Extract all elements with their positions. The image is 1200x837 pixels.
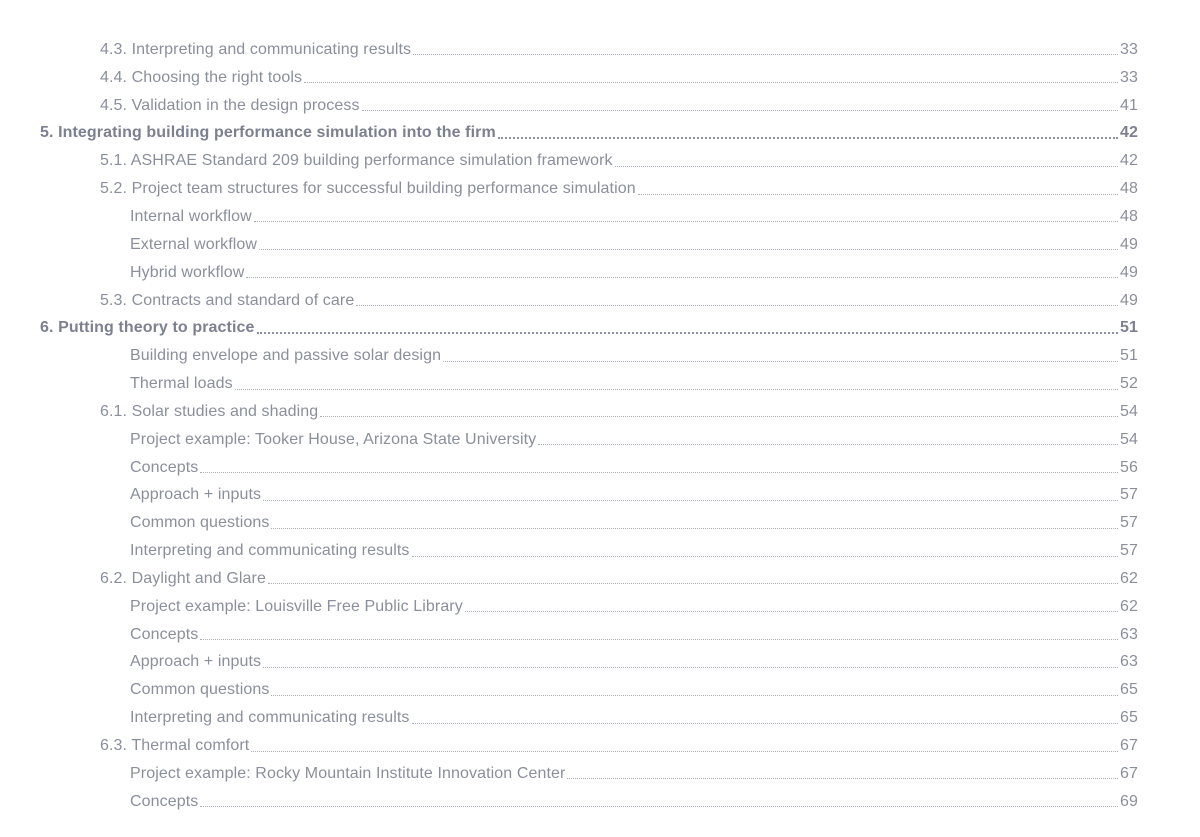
toc-entry[interactable] [0,370,1200,398]
dot-leader [538,444,1118,445]
toc-entry-page-number: 62 [1120,569,1138,587]
toc-entry-page-number: 51 [1120,319,1138,337]
toc-entry-title: Building envelope and passive solar design [130,347,442,365]
toc-entry[interactable] [0,203,1200,231]
toc-entry-page-number: 56 [1120,458,1138,476]
toc-entry[interactable] [0,482,1200,510]
toc-entry-page-number: 57 [1120,514,1138,532]
toc-entry[interactable] [0,788,1200,816]
dot-leader [412,723,1119,724]
toc-entry[interactable] [0,398,1200,426]
toc-entry-page-number: 65 [1120,709,1138,727]
toc-entry-page-number: 42 [1120,152,1138,170]
toc-entry-page-number: 33 [1120,68,1138,86]
toc-entry[interactable] [0,537,1200,565]
dot-leader [465,611,1118,612]
toc-entry-page-number: 49 [1120,263,1138,281]
dot-leader [615,166,1118,167]
toc-entry-page-number: 51 [1120,347,1138,365]
toc-entry-title: External workflow [130,235,258,253]
toc-entry-title: Thermal loads [130,375,233,393]
toc-entry-page-number: 69 [1120,792,1138,810]
toc-entry-page-number: 52 [1120,375,1138,393]
toc-entry[interactable] [0,509,1200,537]
dot-leader [263,500,1118,501]
dot-leader [412,556,1119,557]
dot-leader [320,416,1118,417]
toc-entry-title: Interpreting and communicating results [130,542,410,560]
toc-entry-title: Approach + inputs [130,653,262,671]
toc-entry[interactable] [0,732,1200,760]
dot-leader [200,472,1118,473]
table-of-contents [0,36,1200,816]
toc-entry[interactable] [0,64,1200,92]
toc-entry-title: Concepts [130,792,199,810]
toc-chapter-entry[interactable] [0,120,1200,148]
toc-entry[interactable] [0,287,1200,315]
toc-entry[interactable] [0,760,1200,788]
dot-leader [200,639,1118,640]
toc-entry-page-number: 41 [1120,96,1138,114]
dot-leader [257,332,1119,334]
toc-entry-title: Concepts [130,625,199,643]
toc-entry-title: Common questions [130,681,270,699]
dot-leader [443,361,1118,362]
toc-entry[interactable] [0,92,1200,120]
toc-entry-title: Project example: Rocky Mountain Institute Innovation Center [130,764,566,782]
toc-entry-title: 5.1. ASHRAE Standard 209 building performance simulation framework [100,152,613,170]
toc-entry-title: Interpreting and communicating results [130,709,410,727]
dot-leader [304,82,1118,83]
toc-entry-page-number: 49 [1120,291,1138,309]
toc-entry-page-number: 48 [1120,180,1138,198]
dot-leader [263,667,1118,668]
dot-leader [356,305,1118,306]
toc-entry-page-number: 57 [1120,542,1138,560]
dot-leader [567,778,1118,779]
toc-entry-title: Concepts [130,458,199,476]
toc-entry-title: 6.2. Daylight and Glare [100,569,266,587]
toc-entry[interactable] [0,231,1200,259]
toc-entry-title: 5.3. Contracts and standard of care [100,291,355,309]
dot-leader [413,54,1118,55]
toc-entry[interactable] [0,147,1200,175]
toc-entry[interactable] [0,454,1200,482]
toc-entry[interactable] [0,36,1200,64]
toc-entry[interactable] [0,342,1200,370]
toc-entry-title: 4.5. Validation in the design process [100,96,360,114]
toc-entry-title: 5.2. Project team structures for successful building performance simulation [100,180,636,198]
toc-entry-page-number: 48 [1120,207,1138,225]
toc-entry[interactable] [0,175,1200,203]
toc-entry-page-number: 57 [1120,486,1138,504]
toc-entry[interactable] [0,676,1200,704]
dot-leader [200,806,1118,807]
toc-entry-title: 4.4. Choosing the right tools [100,68,303,86]
dot-leader [271,695,1118,696]
toc-entry-title: Project example: Louisville Free Public Library [130,597,463,615]
toc-entry-page-number: 54 [1120,402,1138,420]
toc-entry[interactable] [0,426,1200,454]
toc-entry-page-number: 65 [1120,681,1138,699]
toc-entry-title: Hybrid workflow [130,263,245,281]
toc-entry-title: 6. Putting theory to practice [40,319,255,337]
toc-entry-title: Common questions [130,514,270,532]
toc-entry-page-number: 33 [1120,40,1138,58]
toc-entry-page-number: 67 [1120,737,1138,755]
dot-leader [498,137,1118,139]
toc-entry-page-number: 62 [1120,597,1138,615]
dot-leader [235,389,1118,390]
toc-entry-title: 5. Integrating building performance simulation into the firm [40,124,496,142]
toc-entry-title: 6.3. Thermal comfort [100,737,250,755]
dot-leader [251,751,1118,752]
toc-entry-page-number: 67 [1120,764,1138,782]
dot-leader [362,110,1118,111]
toc-entry[interactable] [0,704,1200,732]
toc-entry-page-number: 63 [1120,625,1138,643]
toc-chapter-entry[interactable] [0,314,1200,342]
dot-leader [268,583,1118,584]
toc-entry-page-number: 49 [1120,235,1138,253]
dot-leader [246,277,1118,278]
toc-entry[interactable] [0,565,1200,593]
toc-entry[interactable] [0,649,1200,677]
dot-leader [259,249,1118,250]
dot-leader [271,528,1118,529]
toc-entry-title: 4.3. Interpreting and communicating results [100,40,412,58]
toc-entry-page-number: 54 [1120,430,1138,448]
dot-leader [254,221,1118,222]
toc-entry-title: Project example: Tooker House, Arizona State University [130,430,537,448]
toc-entry[interactable] [0,259,1200,287]
toc-entry-title: Internal workflow [130,207,252,225]
toc-entry-title: Approach + inputs [130,486,262,504]
toc-entry-page-number: 42 [1120,124,1138,142]
dot-leader [638,194,1118,195]
toc-entry-title: 6.1. Solar studies and shading [100,402,319,420]
toc-entry[interactable] [0,621,1200,649]
toc-entry[interactable] [0,593,1200,621]
toc-entry-page-number: 63 [1120,653,1138,671]
